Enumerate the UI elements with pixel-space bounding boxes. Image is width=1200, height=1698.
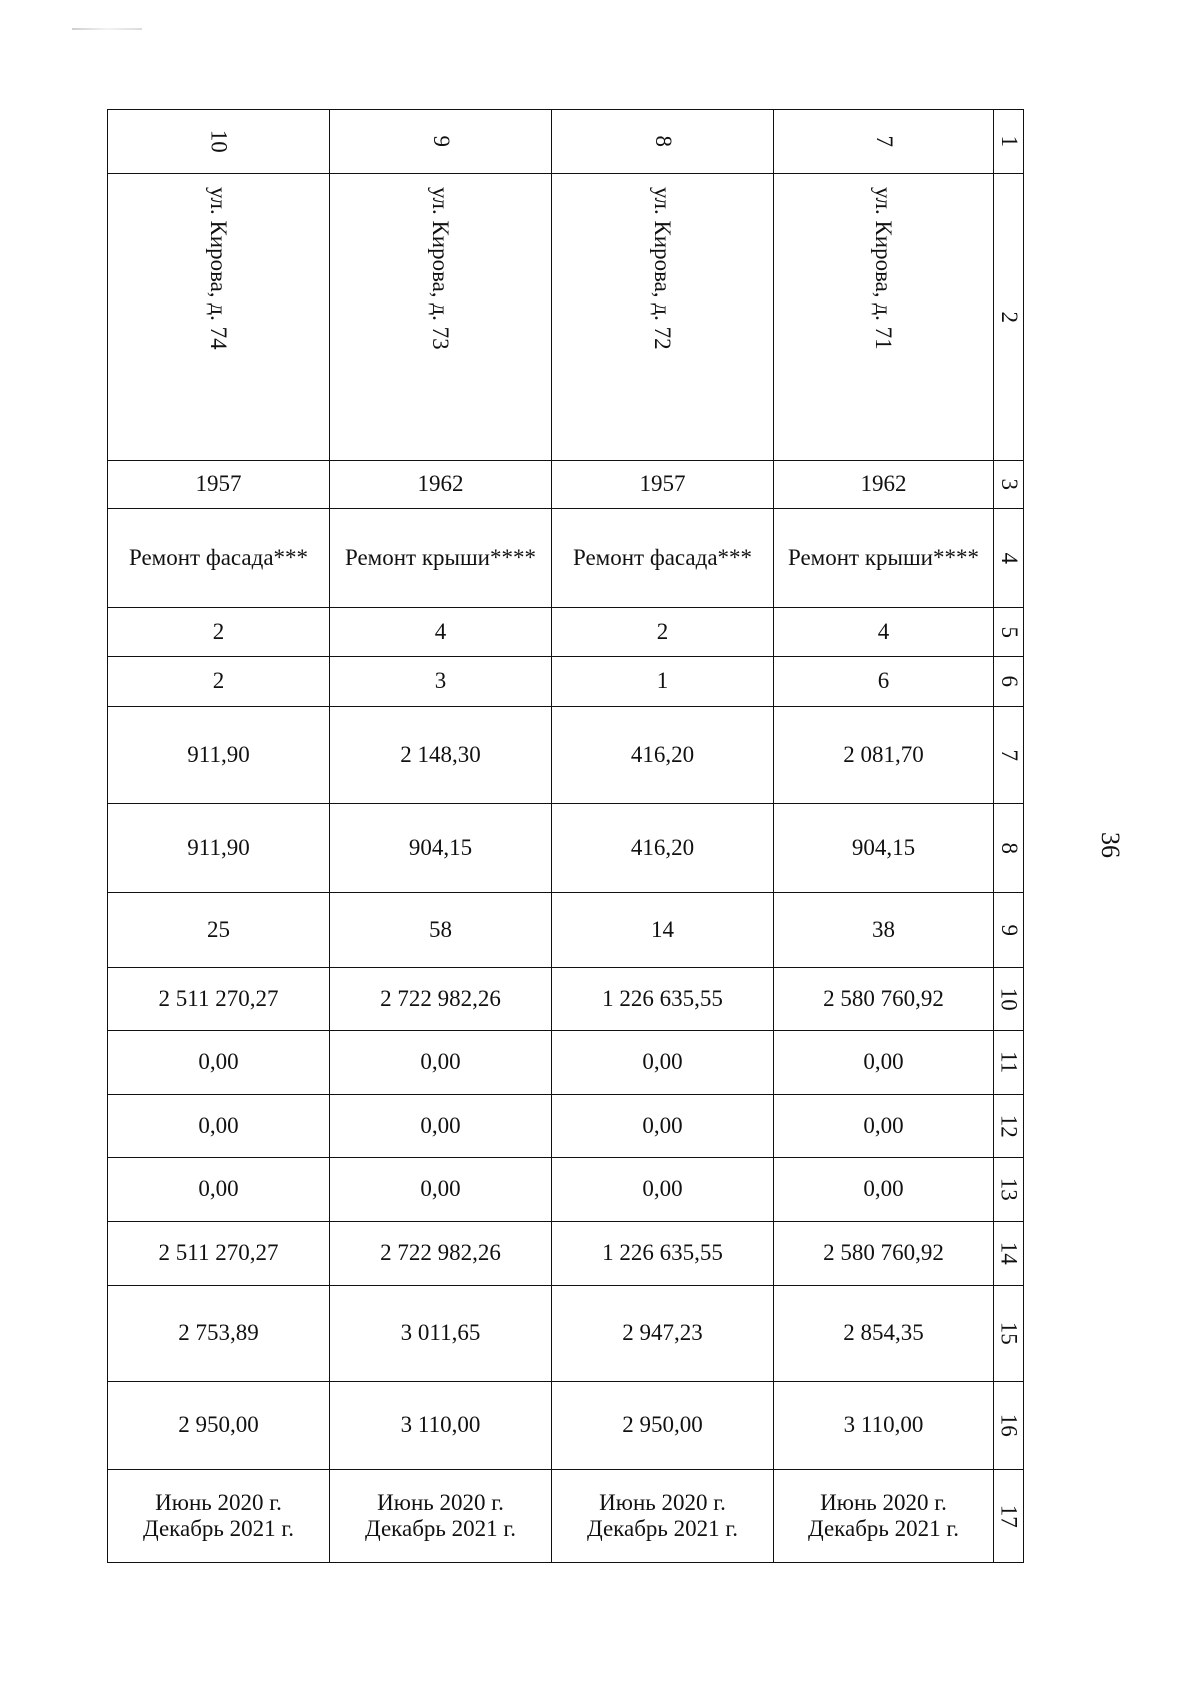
row-number: 1 xyxy=(994,110,1024,174)
cell: 4 xyxy=(330,608,552,657)
table-row xyxy=(108,1286,1024,1382)
cell: 58 xyxy=(330,893,552,968)
cell: 2 xyxy=(108,608,330,657)
address-cell xyxy=(552,174,774,461)
cell: 3 011,65 xyxy=(330,1286,552,1382)
cell: 2 947,23 xyxy=(552,1286,774,1382)
address: ул. Кирова, д. 71 xyxy=(870,187,896,350)
table-row xyxy=(108,1158,1024,1222)
page-number: 36 xyxy=(1096,832,1125,858)
table-row xyxy=(108,174,1024,461)
table-row xyxy=(108,608,1024,657)
cell: 2 722 982,26 xyxy=(330,1222,552,1286)
address: ул. Кирова, д. 72 xyxy=(649,187,675,350)
cell: 416,20 xyxy=(552,707,774,804)
period-cell: Июнь 2020 г. Декабрь 2021 г. xyxy=(552,1470,774,1563)
cell: 904,15 xyxy=(774,804,994,893)
cell: 1 xyxy=(552,657,774,707)
cell: 0,00 xyxy=(108,1158,330,1222)
work-type-cell: Ремонт крыши**** xyxy=(330,509,552,608)
address-cell xyxy=(774,174,994,461)
cell: 2 580 760,92 xyxy=(774,1222,994,1286)
row-number: 10 xyxy=(994,968,1024,1031)
work-type-cell: Ремонт крыши**** xyxy=(774,509,994,608)
cell: 0,00 xyxy=(330,1031,552,1095)
table-row xyxy=(108,1095,1024,1158)
row-number: 16 xyxy=(994,1382,1024,1470)
table-row xyxy=(108,968,1024,1031)
cell: 2 xyxy=(108,657,330,707)
table-row xyxy=(108,461,1024,509)
cell: 9 xyxy=(330,110,552,174)
row-number: 6 xyxy=(994,657,1024,707)
cell: 0,00 xyxy=(552,1158,774,1222)
cell: 0,00 xyxy=(330,1095,552,1158)
row-number: 15 xyxy=(994,1286,1024,1382)
cell: 0,00 xyxy=(774,1095,994,1158)
cell: 3 110,00 xyxy=(330,1382,552,1470)
period-cell: Июнь 2020 г. Декабрь 2021 г. xyxy=(330,1470,552,1563)
cell: 10 xyxy=(108,110,330,174)
cell: 416,20 xyxy=(552,804,774,893)
scan-artifact xyxy=(72,28,142,30)
row-number: 8 xyxy=(994,804,1024,893)
cell: 6 xyxy=(774,657,994,707)
table-row xyxy=(108,657,1024,707)
renovation-table xyxy=(107,109,1024,1563)
cell: 2 148,30 xyxy=(330,707,552,804)
cell: 0,00 xyxy=(330,1158,552,1222)
row-number: 2 xyxy=(994,174,1024,461)
table-row xyxy=(108,1382,1024,1470)
row-number: 4 xyxy=(994,509,1024,608)
cell: 0,00 xyxy=(552,1095,774,1158)
row-number: 11 xyxy=(994,1031,1024,1095)
row-number: 7 xyxy=(994,707,1024,804)
work-type-cell: Ремонт фасада*** xyxy=(552,509,774,608)
cell: 3 xyxy=(330,657,552,707)
cell: 0,00 xyxy=(774,1158,994,1222)
table-row xyxy=(108,1031,1024,1095)
address-cell xyxy=(108,174,330,461)
row-number: 12 xyxy=(994,1095,1024,1158)
cell: 2 511 270,27 xyxy=(108,968,330,1031)
year-cell: 1957 xyxy=(108,461,330,509)
table-row xyxy=(108,893,1024,968)
table xyxy=(107,109,1024,1563)
cell: 2 722 982,26 xyxy=(330,968,552,1031)
cell: 911,90 xyxy=(108,804,330,893)
cell: 2 580 760,92 xyxy=(774,968,994,1031)
cell: 2 950,00 xyxy=(552,1382,774,1470)
table-row xyxy=(108,707,1024,804)
year-cell: 1957 xyxy=(552,461,774,509)
cell: 8 xyxy=(552,110,774,174)
cell: 3 110,00 xyxy=(774,1382,994,1470)
period-cell: Июнь 2020 г. Декабрь 2021 г. xyxy=(774,1470,994,1563)
cell: 38 xyxy=(774,893,994,968)
cell: 1 226 635,55 xyxy=(552,1222,774,1286)
address: ул. Кирова, д. 73 xyxy=(427,187,453,350)
cell: 2 511 270,27 xyxy=(108,1222,330,1286)
cell: 14 xyxy=(552,893,774,968)
address: ул. Кирова, д. 74 xyxy=(205,187,231,350)
row-number: 5 xyxy=(994,608,1024,657)
cell: 2 950,00 xyxy=(108,1382,330,1470)
cell: 0,00 xyxy=(108,1031,330,1095)
cell: 7 xyxy=(774,110,994,174)
table-row xyxy=(108,804,1024,893)
period-cell: Июнь 2020 г. Декабрь 2021 г. xyxy=(108,1470,330,1563)
row-number: 13 xyxy=(994,1158,1024,1222)
row-number: 9 xyxy=(994,893,1024,968)
cell: 0,00 xyxy=(108,1095,330,1158)
row-number: 3 xyxy=(994,461,1024,509)
cell: 1 226 635,55 xyxy=(552,968,774,1031)
cell: 2 753,89 xyxy=(108,1286,330,1382)
table-row xyxy=(108,110,1024,174)
row-number: 17 xyxy=(994,1470,1024,1563)
year-cell: 1962 xyxy=(774,461,994,509)
cell: 0,00 xyxy=(552,1031,774,1095)
cell: 4 xyxy=(774,608,994,657)
cell: 2 854,35 xyxy=(774,1286,994,1382)
cell: 904,15 xyxy=(330,804,552,893)
year-cell: 1962 xyxy=(330,461,552,509)
cell: 911,90 xyxy=(108,707,330,804)
cell: 2 xyxy=(552,608,774,657)
cell: 0,00 xyxy=(774,1031,994,1095)
row-number: 14 xyxy=(994,1222,1024,1286)
cell: 25 xyxy=(108,893,330,968)
address-cell xyxy=(330,174,552,461)
table-row xyxy=(108,509,1024,608)
work-type-cell: Ремонт фасада*** xyxy=(108,509,330,608)
table-row xyxy=(108,1222,1024,1286)
table-row xyxy=(108,1470,1024,1563)
cell: 2 081,70 xyxy=(774,707,994,804)
